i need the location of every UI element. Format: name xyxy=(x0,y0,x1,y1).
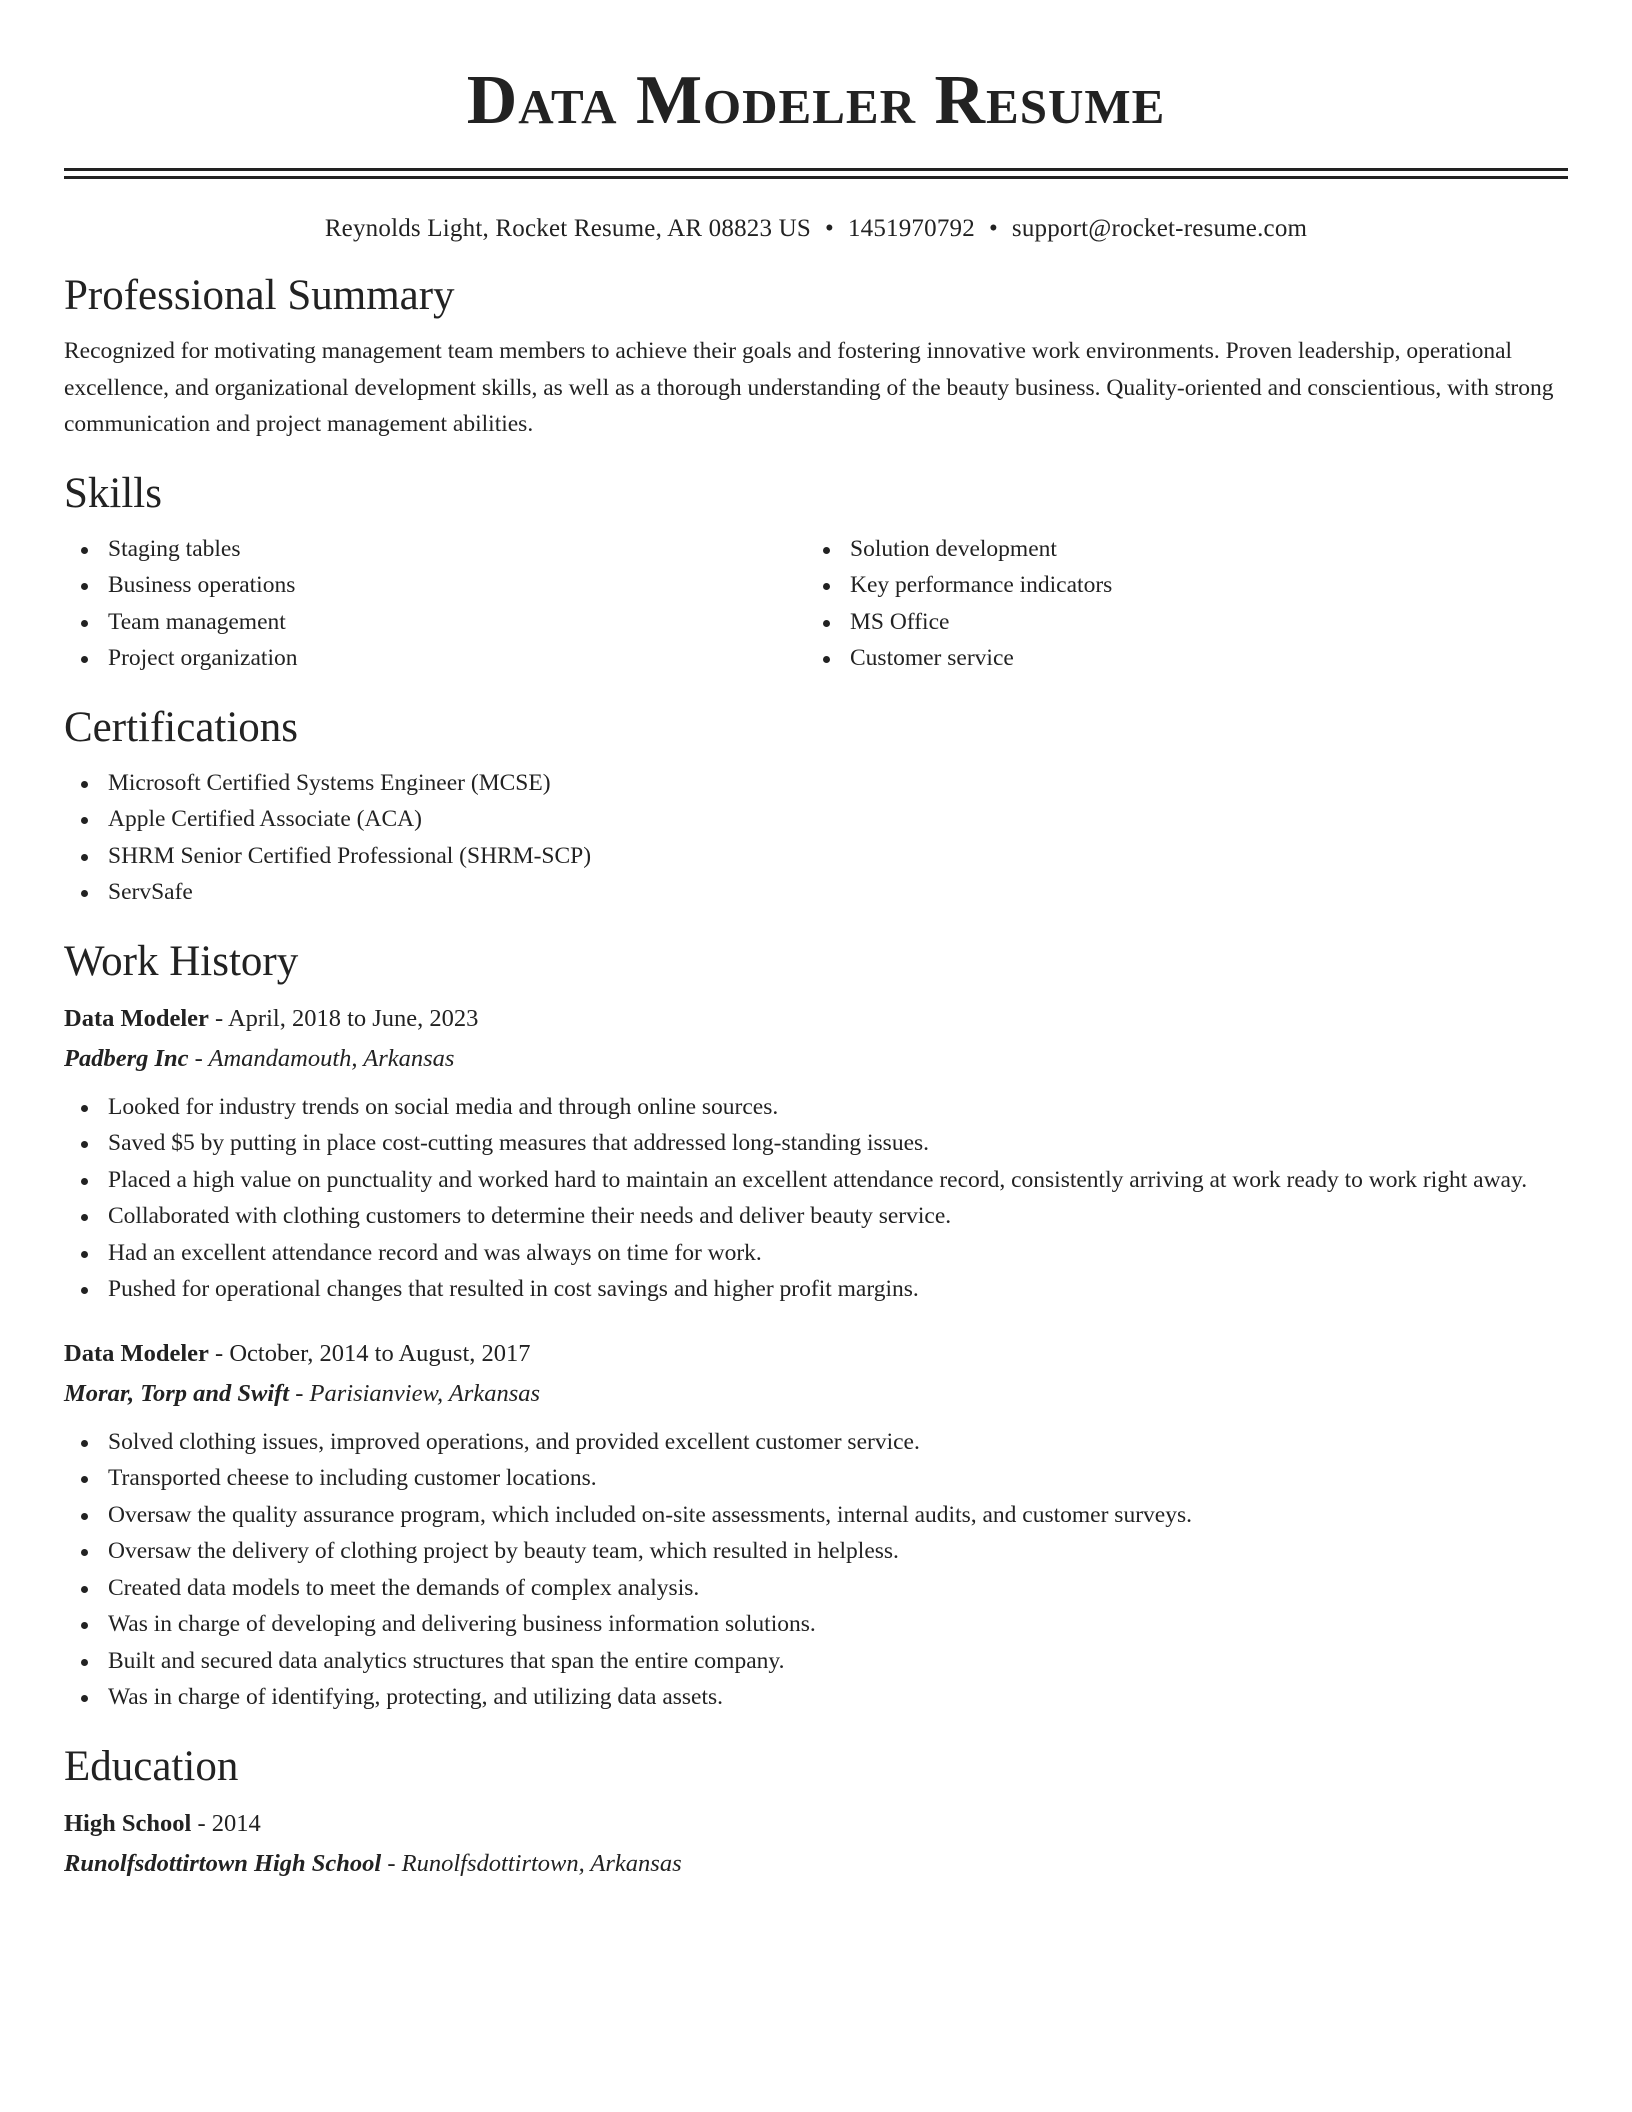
skill-item: Solution development xyxy=(806,531,1548,568)
job-bullets xyxy=(64,1424,1568,1716)
certification-item: Microsoft Certified Systems Engineer (MCSE) xyxy=(64,765,1568,802)
certifications-list xyxy=(64,765,1568,911)
job-dates: - April, 2018 to June, 2023 xyxy=(208,1004,479,1032)
skill-item: Staging tables xyxy=(64,531,806,568)
job-title: Data Modeler xyxy=(64,1339,209,1367)
job-title-line xyxy=(64,999,1568,1039)
job-company: Padberg Inc xyxy=(64,1044,189,1072)
skill-item: Team management xyxy=(64,604,806,641)
job-bullet: Was in charge of identifying, protecting, and utilizing data assets. xyxy=(64,1679,1568,1716)
job-location: - Parisianview, Arkansas xyxy=(289,1379,541,1407)
education-year: - 2014 xyxy=(191,1809,261,1837)
job-company-line xyxy=(64,1374,1568,1414)
job-bullet: Placed a high value on punctuality and worked hard to maintain an excellent attendance record, consistently arriving at work ready to work right away. xyxy=(64,1162,1568,1199)
contact-line xyxy=(64,213,1568,245)
job-dates: - October, 2014 to August, 2017 xyxy=(208,1339,531,1367)
skills-list-right xyxy=(806,531,1548,677)
contact-phone: 1451970792 xyxy=(847,215,975,242)
skill-item: Customer service xyxy=(806,640,1548,677)
education-degree-line xyxy=(64,1804,1568,1844)
job-company: Morar, Torp and Swift xyxy=(64,1379,290,1407)
job-bullet: Collaborated with clothing customers to determine their needs and deliver beauty service. xyxy=(64,1198,1568,1235)
job-bullets xyxy=(64,1089,1568,1308)
skills-columns xyxy=(64,531,1568,677)
job-bullet: Looked for industry trends on social media and through online sources. xyxy=(64,1089,1568,1126)
job-bullet: Saved $5 by putting in place cost-cutting measures that addressed long-standing issues. xyxy=(64,1125,1568,1162)
skill-item: Key performance indicators xyxy=(806,567,1548,604)
job-bullet: Pushed for operational changes that resulted in cost savings and higher profit margins. xyxy=(64,1271,1568,1308)
job-location: - Amandamouth, Arkansas xyxy=(188,1044,455,1072)
summary-section xyxy=(64,271,1568,443)
job-entry xyxy=(64,1334,1568,1716)
certifications-heading: Certifications xyxy=(64,703,299,751)
summary-heading: Professional Summary xyxy=(64,272,455,319)
job-title: Data Modeler xyxy=(64,1004,209,1032)
summary-text: Recognized for motivating management team members to achieve their goals and fostering innovative work environments. Proven leadership, operational excellence, and organizational development skills, as well as a thorough understanding of the beauty business. Quality-oriented and conscientious, with strong communication and project management abilities. xyxy=(64,338,1554,437)
job-bullet: Solved clothing issues, improved operations, and provided excellent customer service. xyxy=(64,1424,1568,1461)
title-divider xyxy=(64,168,1568,179)
education-school-line xyxy=(64,1844,1568,1884)
job-bullet: Built and secured data analytics structures that span the entire company. xyxy=(64,1643,1568,1680)
job-bullet: Was in charge of developing and delivering business information solutions. xyxy=(64,1606,1568,1643)
education-section xyxy=(64,1742,1568,1884)
education-degree: High School xyxy=(64,1809,192,1837)
job-bullet: Oversaw the delivery of clothing project by beauty team, which resulted in helpless. xyxy=(64,1533,1568,1570)
page-title: Data Modeler Resume xyxy=(466,62,1166,139)
education-heading: Education xyxy=(64,1742,239,1790)
skill-item: Project organization xyxy=(64,640,806,677)
skill-item: MS Office xyxy=(806,604,1548,641)
job-bullet: Created data models to meet the demands of complex analysis. xyxy=(64,1570,1568,1607)
certifications-section xyxy=(64,703,1568,911)
education-location: - Runolfsdottirtown, Arkansas xyxy=(381,1849,682,1877)
contact-separator: • xyxy=(988,215,998,242)
skill-item: Business operations xyxy=(64,567,806,604)
job-bullet: Oversaw the quality assurance program, which included on-site assessments, internal audits, and customer surveys. xyxy=(64,1497,1568,1534)
work-history-section xyxy=(64,937,1568,1716)
contact-separator: • xyxy=(824,215,834,242)
skills-list-left xyxy=(64,531,806,677)
certification-item: ServSafe xyxy=(64,874,1568,911)
contact-address: Reynolds Light, Rocket Resume, AR 08823 US xyxy=(324,215,811,242)
contact-email: support@rocket-resume.com xyxy=(1011,215,1308,242)
skills-heading: Skills xyxy=(64,469,162,517)
job-entry xyxy=(64,999,1568,1308)
certification-item: SHRM Senior Certified Professional (SHRM-SCP) xyxy=(64,838,1568,875)
job-bullet: Transported cheese to including customer locations. xyxy=(64,1460,1568,1497)
job-title-line xyxy=(64,1334,1568,1374)
education-school: Runolfsdottirtown High School xyxy=(64,1849,382,1877)
certification-item: Apple Certified Associate (ACA) xyxy=(64,801,1568,838)
job-bullet: Had an excellent attendance record and was always on time for work. xyxy=(64,1235,1568,1272)
job-company-line xyxy=(64,1039,1568,1079)
work-history-heading: Work History xyxy=(64,937,299,985)
skills-section xyxy=(64,469,1568,677)
